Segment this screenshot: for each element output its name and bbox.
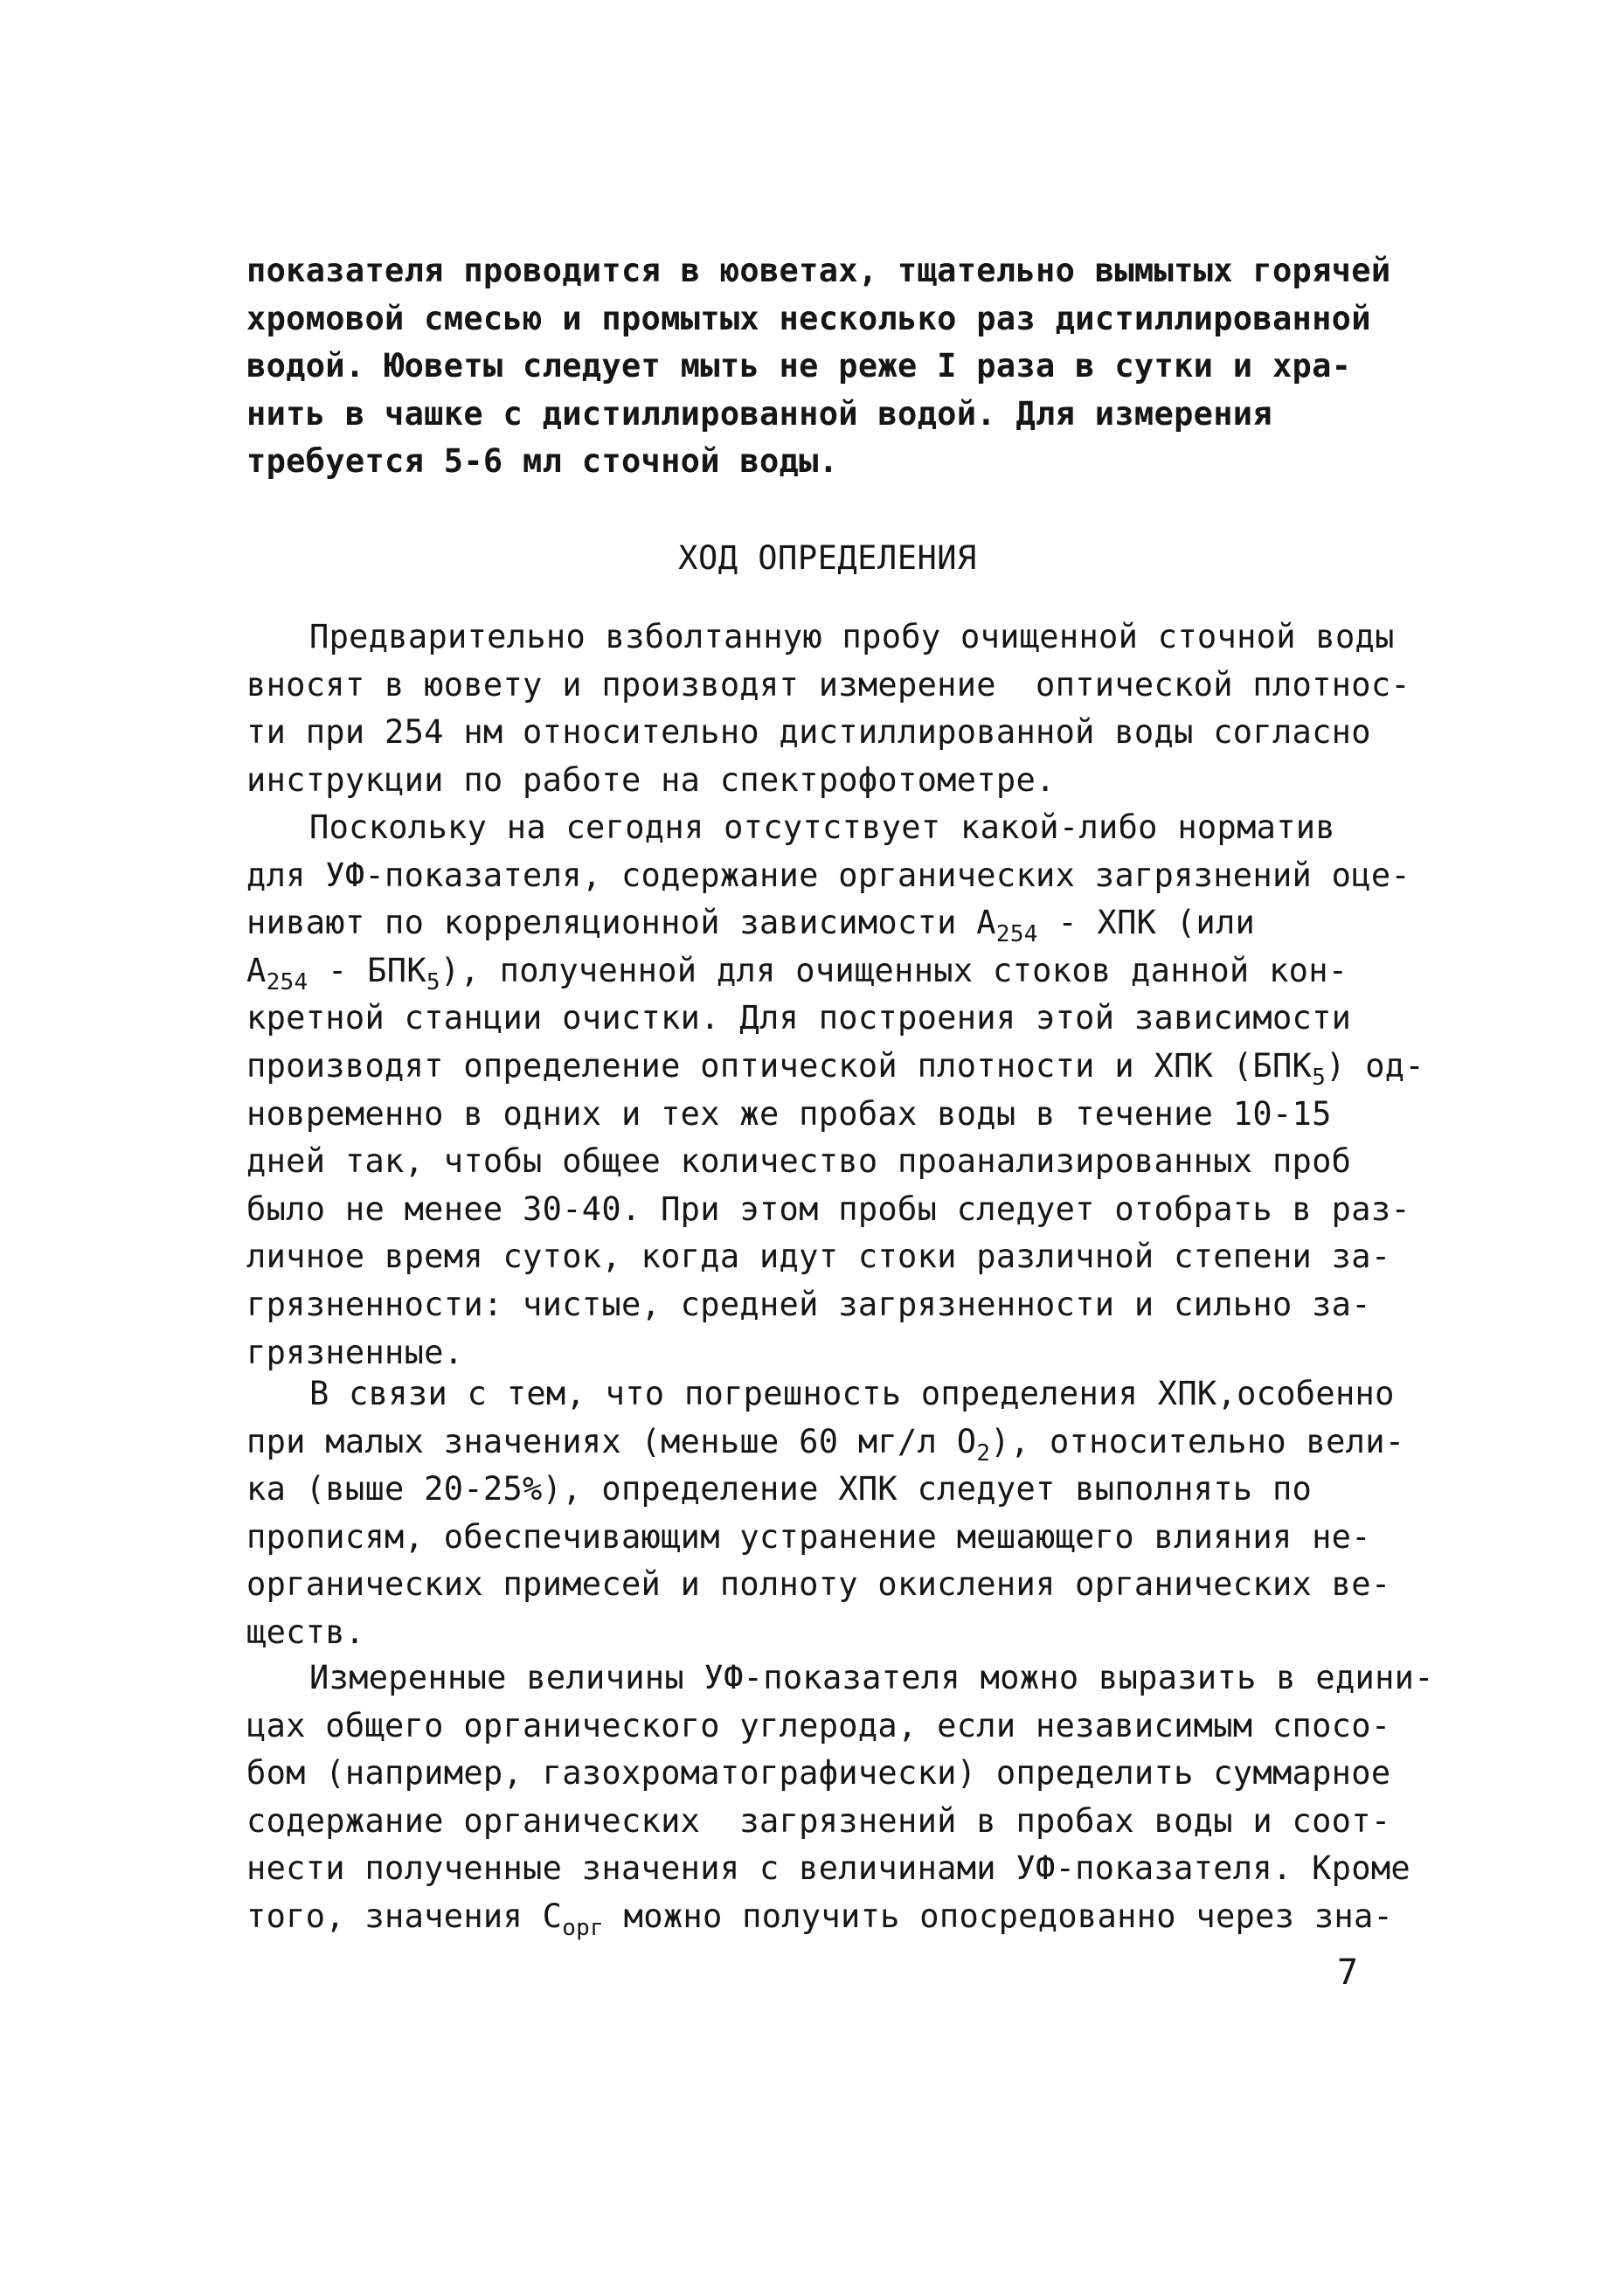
text-line xyxy=(246,1043,1424,1091)
text-line: ществ. xyxy=(246,1613,365,1651)
text-segment: при малых значениях (меньше 60 мг/л О xyxy=(246,1422,977,1460)
section-heading: ХОД ОПРЕДЕЛЕНИЯ xyxy=(678,539,977,577)
subscript: 2 xyxy=(976,1439,991,1467)
text-line: личное время суток, когда идут стоки различной степени за- xyxy=(246,1238,1391,1276)
text-segment: - ХПК (или xyxy=(1037,904,1256,942)
text-line xyxy=(246,899,1409,947)
text-line: ти при 254 нм относительно дистиллированной воды согласно xyxy=(246,713,1371,752)
text-segment: можно получить опосредованно через зна- xyxy=(604,1897,1394,1935)
text-line: водой. Юоветы следует мыть не реже I раза в сутки и хра- xyxy=(246,347,1352,385)
text-line: цах общего органического углерода, если независимым спосо- xyxy=(246,1706,1391,1745)
paragraph-2 xyxy=(246,804,1424,1377)
text-line: Предварительно взболтанную пробу очищенной сточной воды xyxy=(309,618,1395,656)
subscript: 5 xyxy=(1312,1064,1327,1091)
text-line: нести полученные значения с величинами УФ-показателя. Кроме xyxy=(246,1849,1410,1888)
text-line: содержание органических загрязнений в пробах воды и соот- xyxy=(246,1801,1391,1840)
text-line: новременно в одних и тех же пробах воды в течение 10-15 xyxy=(246,1094,1332,1133)
subscript: 5 xyxy=(426,968,440,995)
text-line: было не менее 30-40. При этом пробы следует отобрать в раз- xyxy=(246,1190,1410,1228)
text-segment: ), полученной для очищенных стоков данной кон- xyxy=(440,951,1348,989)
text-line: инструкции по работе на спектрофотометре. xyxy=(246,760,1056,799)
text-line: бом (например, газохроматографически) определить суммарное xyxy=(246,1754,1391,1793)
text-segment: того, значения С xyxy=(246,1897,563,1935)
text-line: прописям, обеспечивающим устранение мешающего влияния не- xyxy=(246,1517,1371,1556)
text-line: требуется 5-6 мл сточной воды. xyxy=(246,442,839,481)
text-segment: ) од- xyxy=(1326,1046,1424,1085)
text-line xyxy=(246,1893,1409,1941)
text-line: Измеренные величины УФ-показателя можно выразить в едини- xyxy=(309,1659,1434,1696)
subscript: 254 xyxy=(995,921,1038,948)
paragraph-1 xyxy=(246,614,1409,804)
text-segment: ), относительно вели- xyxy=(990,1422,1405,1460)
paragraph-4 xyxy=(246,1654,1434,1941)
text-segment: - БПК xyxy=(308,951,426,989)
text-line xyxy=(246,947,1409,995)
subscript: 254 xyxy=(266,968,308,995)
paragraph-3 xyxy=(246,1370,1409,1657)
text-line: хромовой смесью и промытых несколько раз дистиллированной xyxy=(246,299,1371,337)
text-line: ка (выше 20-25%), определение ХПК следует выполнять по xyxy=(246,1470,1313,1509)
text-line: для УФ-показателя, содержание органических загрязнений оце- xyxy=(246,856,1410,894)
text-segment: производят определение оптической плотности и ХПК (БПК xyxy=(246,1046,1313,1085)
text-line: Поскольку на сегодня отсутствует какой-либо норматив xyxy=(309,808,1335,846)
text-line: В связи с тем, что погрешность определения ХПК,особенно xyxy=(309,1375,1395,1412)
text-line: грязненности: чистые, средней загрязненности и сильно за- xyxy=(246,1285,1371,1323)
text-line: органических примесей и полноту окисления органических ве- xyxy=(246,1565,1391,1604)
subscript: орг xyxy=(562,1914,605,1941)
text-segment: нивают по корреляционной зависимости А xyxy=(246,904,996,942)
text-line: грязненные. xyxy=(246,1333,464,1371)
text-line: кретной станции очистки. Для построения этой зависимости xyxy=(246,999,1352,1037)
text-line: нить в чашке с дистиллированной водой. Для измерения xyxy=(246,394,1272,433)
text-line xyxy=(246,1419,1409,1467)
page-number: 7 xyxy=(1337,1953,1359,1993)
text-line: показателя проводится в юоветах, тщательно вымытых горячей xyxy=(246,252,1391,289)
text-line: вносят в юовету и производят измерение оптической плотнос- xyxy=(246,665,1410,704)
text-line: дней так, чтобы общее количество проанализированных проб xyxy=(246,1142,1352,1181)
text-segment: А xyxy=(246,951,267,989)
intro-paragraph xyxy=(246,247,1409,486)
